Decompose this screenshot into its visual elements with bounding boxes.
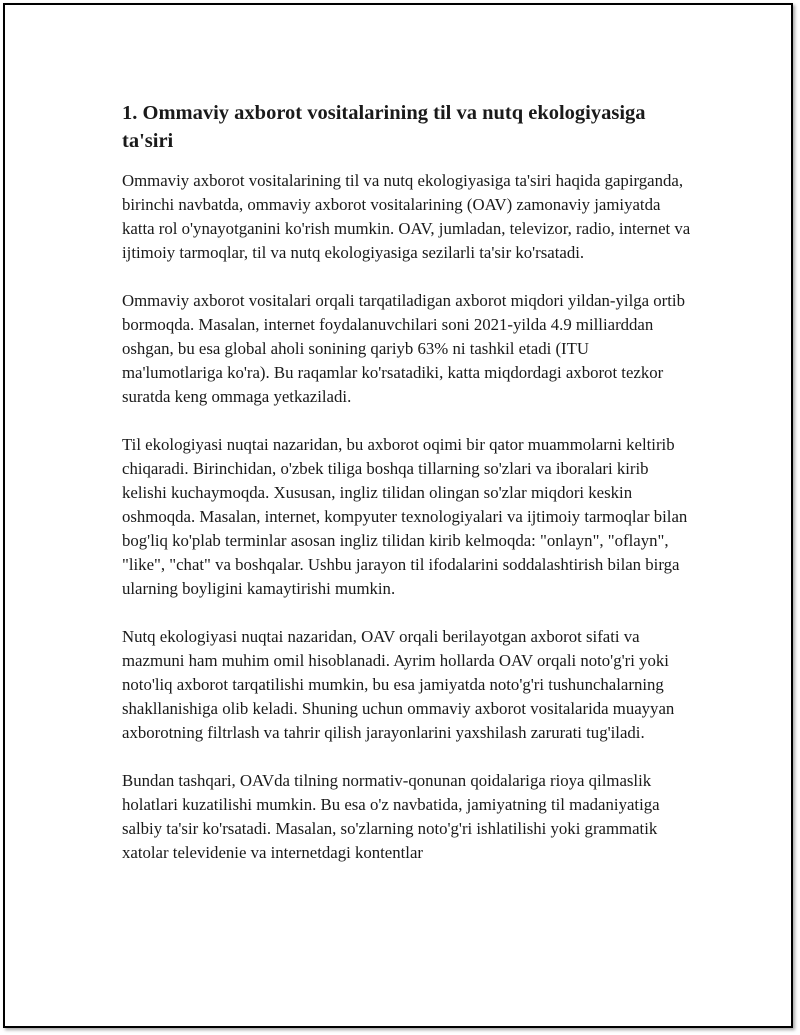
paragraph-1: Ommaviy axborot vositalarining til va nutq ekologiyasiga ta'siri haqida gapirganda, birinchi navbatda, ommaviy axborot vositalarining (OAV) zamonaviy jamiyatda katta rol o'ynayotganini ko'rish mumkin. OAV, jumladan, televizor, radio, internet va ijtimoiy tarmoqlar, til va nutq ekologiyasiga sezilarli ta'sir ko'rsatadi. (122, 171, 691, 262)
document-page (3, 3, 793, 1028)
document-content (122, 99, 694, 889)
paragraph-3: Til ekologiyasi nuqtai nazaridan, bu axborot oqimi bir qator muammolarni keltirib chiqaradi. Birinchidan, o'zbek tiliga boshqa tillarning so'zlari va iboralari kirib kelishi kuchaymoqda. Xususan, ingliz tilidan olingan so'zlar miqdori keskin oshmoqda. Masalan, internet, kompyuter texnologiyalari va ijtimoiy tarmoqlar bilan bog'liq ko'plab terminlar asosan ingliz tilidan kirib kelmoqda: "onlayn", "oflayn", "like", "chat" va boshqalar. Ushbu jarayon til ifodalarini soddalashtirish bilan birga ularning boyligini kamaytirishi mumkin. (122, 435, 688, 598)
paragraph-2: Ommaviy axborot vositalari orqali tarqatiladigan axborot miqdori yildan-yilga ortib bormoqda. Masalan, internet foydalanuvchilari soni 2021-yilda 4.9 milliarddan oshgan, bu esa global aholi sonining qariyb 63% ni tashkil etadi (ITU ma'lumotlariga ko'ra). Bu raqamlar ko'rsatadiki, katta miqdordagi axborot tezkor suratda keng ommaga yetkaziladi. (122, 291, 685, 406)
section-heading: 1. Ommaviy axborot vositalarining til va nutq ekologiyasiga ta'siri (122, 102, 646, 152)
paragraph-5: Bundan tashqari, OAVda tilning normativ-qonunan qoidalariga rioya qilmaslik holatlari kuzatilishi mumkin. Bu esa o'z navbatida, jamiyatning til madaniyatiga salbiy ta'sir ko'rsatadi. Masalan, so'zlarning noto'g'ri ishlatilishi yoki grammatik xatolar televidenie va internetdagi kontentlar (122, 771, 660, 862)
paragraph-4: Nutq ekologiyasi nuqtai nazaridan, OAV orqali berilayotgan axborot sifati va mazmuni ham muhim omil hisoblanadi. Ayrim hollarda OAV orqali noto'g'ri yoki noto'liq axborot tarqatilishi mumkin, bu esa jamiyatda noto'g'ri tushunchalarning shakllanishiga olib keladi. Shuning uchun ommaviy axborot vositalarida muayyan axborotning filtrlash va tahrir qilish jarayonlarini yaxshilash zarurati tug'iladi. (122, 627, 675, 742)
